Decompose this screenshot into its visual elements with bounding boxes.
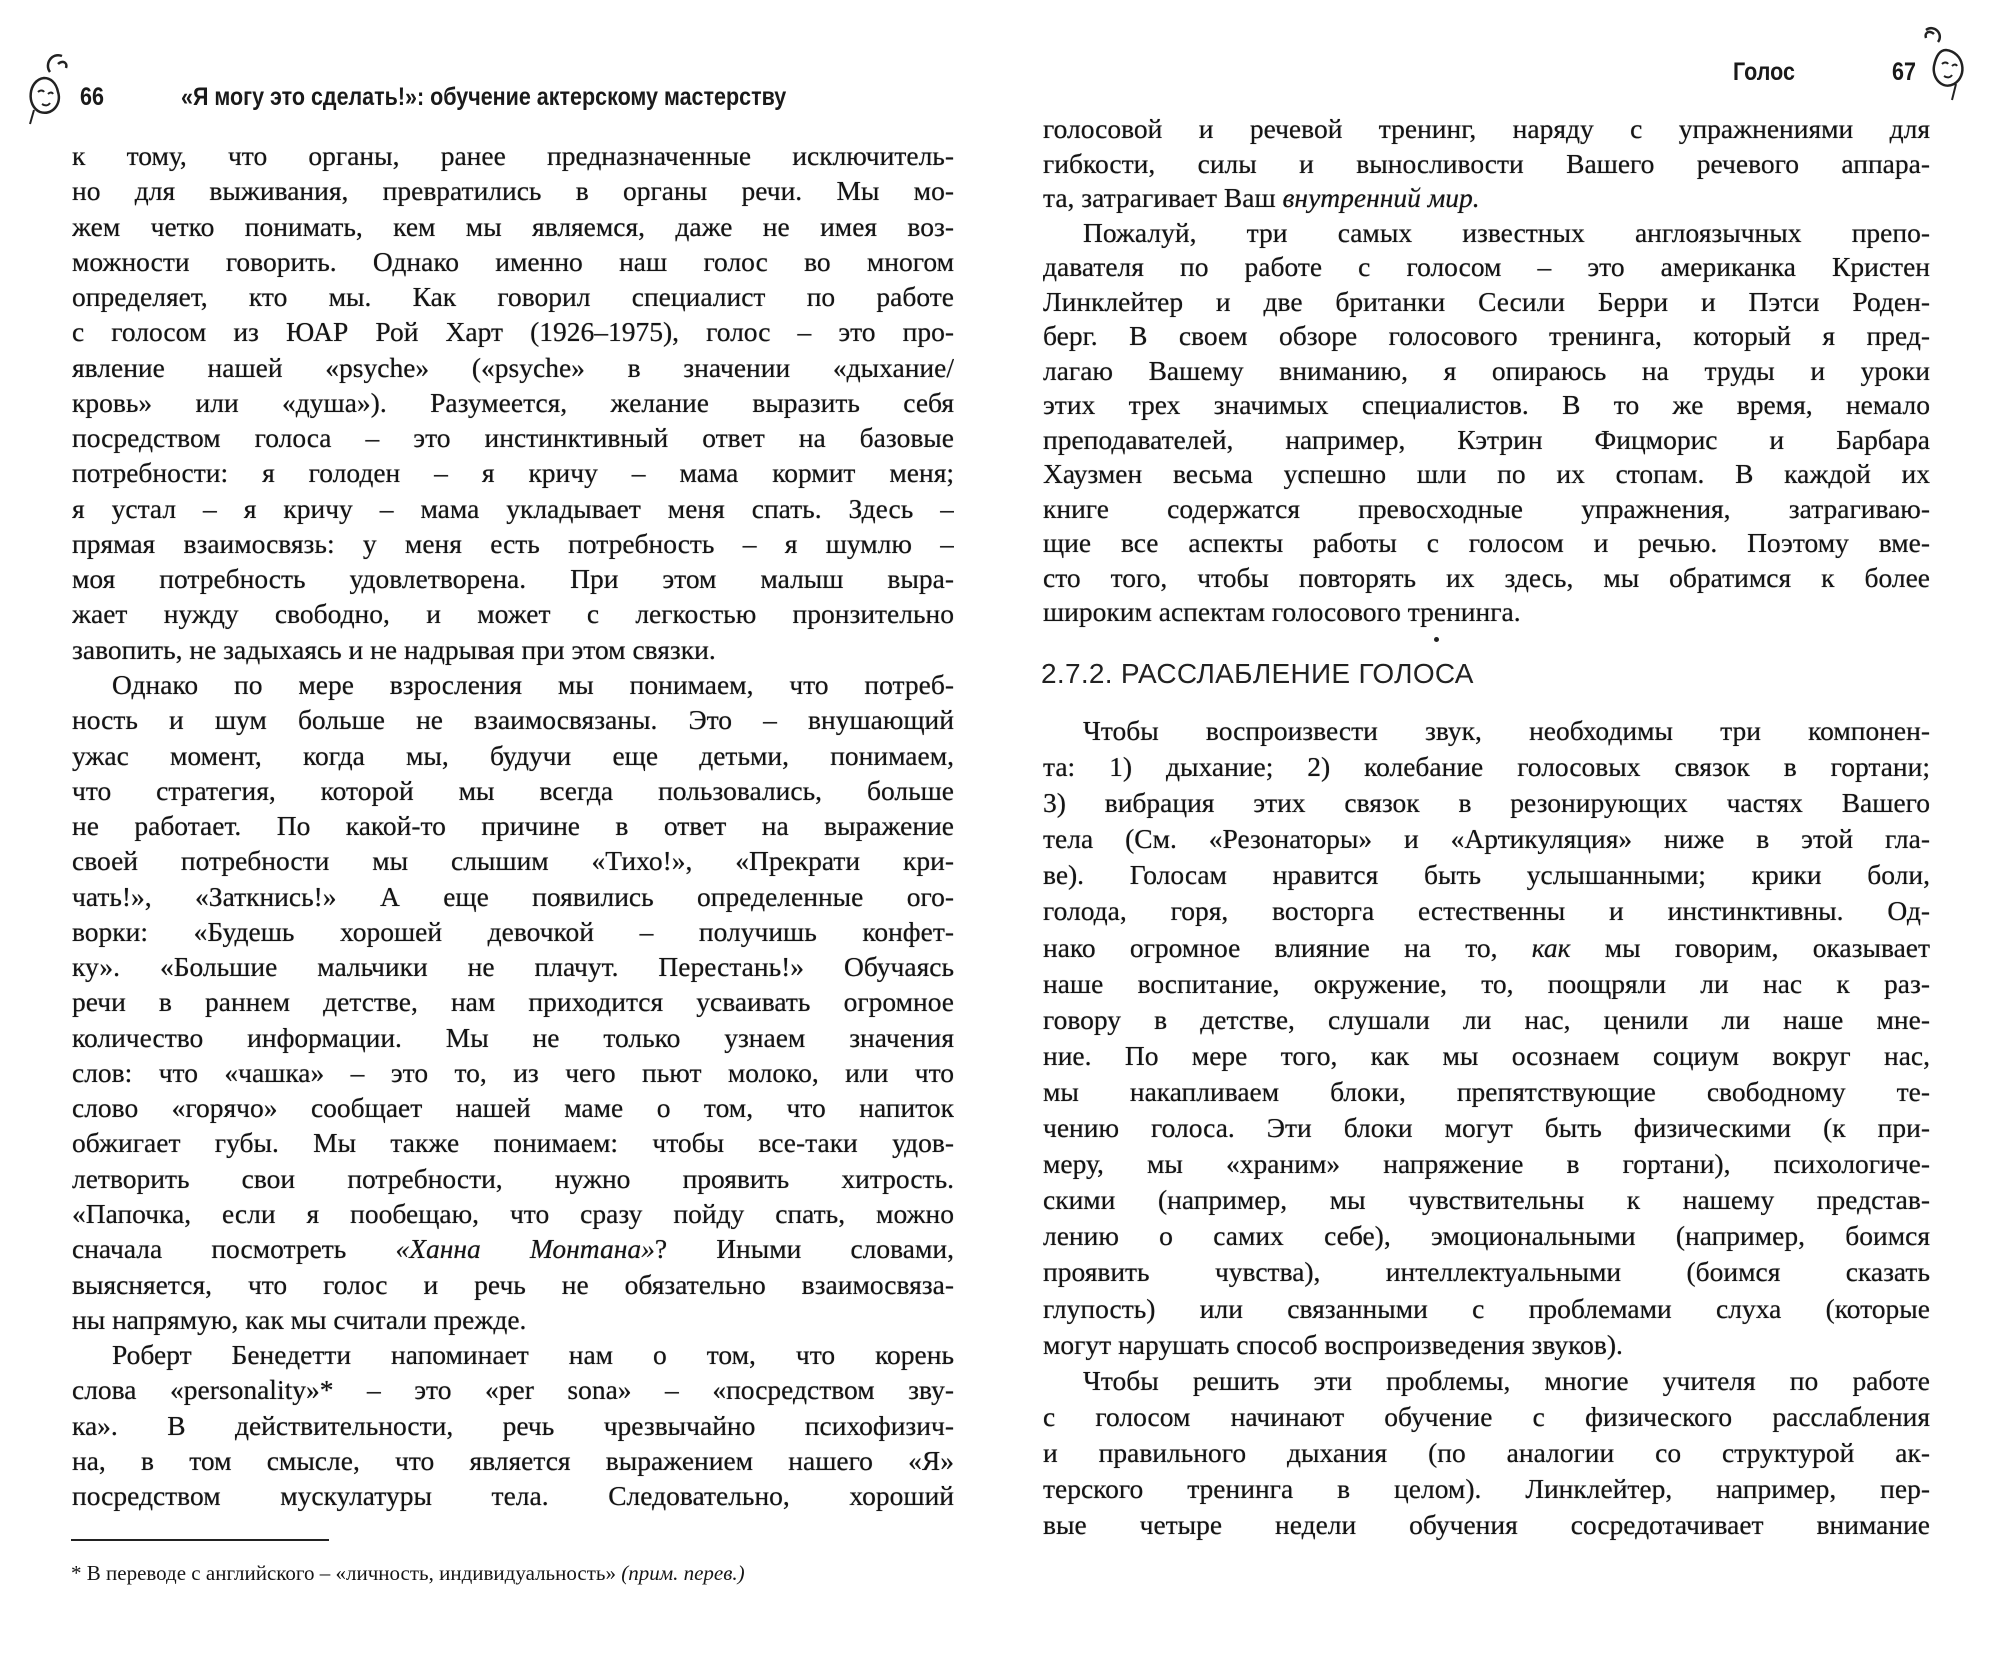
text-line xyxy=(72,1443,954,1478)
footnote xyxy=(71,1561,745,1586)
text-line xyxy=(72,1090,954,1125)
text: вые четыре недели обучения сосредотачивает внимание xyxy=(1043,1509,1930,1541)
text-line xyxy=(72,173,954,208)
text-line xyxy=(72,1337,954,1372)
text-line xyxy=(1043,181,1930,216)
text: давателя по работе с голосом – это американка Кристен xyxy=(1043,251,1930,282)
footnote-note: (прим. перев.) xyxy=(621,1561,745,1585)
text: выясняется, что голос и речь не обязательно взаимосвяза- xyxy=(72,1268,954,1300)
text-line xyxy=(1043,147,1930,182)
text: Пожалуй, три самых известных англоязычных препо- xyxy=(1083,216,1930,248)
mask-ornament-icon xyxy=(22,50,84,126)
text: голосовой и речевой тренинг, наряду с упражнениями для xyxy=(1043,113,1930,144)
paragraph xyxy=(1043,713,1930,1363)
text-line xyxy=(1043,250,1930,285)
text-line xyxy=(1043,713,1930,749)
text: могут нарушать способ воспроизведения звуков). xyxy=(1043,1328,1623,1360)
text: слов: что «чашка» – это то, из чего пьют молоко, или что xyxy=(72,1056,954,1088)
text: та: 1) дыхание; 2) колебание голосовых связок в гортани; xyxy=(1043,751,1930,783)
text-line xyxy=(72,1267,954,1302)
text: жает нужду свободно, и может с легкостью пронзительно xyxy=(72,598,954,630)
text: нако огромное влияние на то, xyxy=(1043,931,1532,963)
text: берг. В своем обзоре голосового тренинга, который я пред- xyxy=(1043,320,1930,351)
text-line xyxy=(1043,1182,1930,1218)
text-line xyxy=(1043,112,1930,147)
text: кровь» или «душа»). Разумеется, желание выразить себя xyxy=(72,386,954,418)
text-line xyxy=(72,455,954,490)
text-line xyxy=(1043,1146,1930,1182)
text: ность и шум больше не взаимосвязаны. Это – внушающий xyxy=(72,704,954,736)
text: преподавателей, например, Кэтрин Фицморис и Барбара xyxy=(1043,423,1930,455)
text-line xyxy=(1043,285,1930,320)
text-line xyxy=(72,279,954,314)
text-line xyxy=(72,209,954,244)
text: что стратегия, которой мы всегда пользовались, больше xyxy=(72,774,954,806)
text: обжигает губы. Мы также понимаем: чтобы все-таки удов- xyxy=(72,1127,954,1159)
text: Хаузмен весьма успешно шли по их стопам. В каждой их xyxy=(1043,458,1930,489)
text: определяет, кто мы. Как говорил специалист по работе xyxy=(72,281,954,313)
text: ужас момент, когда мы, будучи еще детьми, понимаем, xyxy=(72,739,954,771)
text: посредством голоса – это инстинктивный ответ на базовые xyxy=(72,422,954,454)
text: меру, мы «храним» напряжение в гортани), психологиче- xyxy=(1043,1148,1930,1180)
text-line xyxy=(72,1020,954,1055)
text-line xyxy=(1043,930,1930,966)
text: посредством мускулатуры тела. Следовательно, хороший xyxy=(72,1480,954,1512)
text-line xyxy=(1043,1435,1930,1471)
text-line xyxy=(72,879,954,914)
text: я устал – я кричу – мама укладывает меня спать. Здесь – xyxy=(72,492,954,524)
text-line xyxy=(1043,1218,1930,1254)
italic-text: внутренний мир. xyxy=(1282,182,1480,213)
footnote-text: * В переводе с английского – «личность, индивидуальность» xyxy=(71,1561,622,1585)
text-line xyxy=(1043,749,1930,785)
text: сто того, чтобы повторять их здесь, мы обратимся к более xyxy=(1043,561,1930,593)
text-line xyxy=(1043,1291,1930,1327)
text: книге содержатся превосходные упражнения, затрагиваю- xyxy=(1043,492,1930,524)
text: количество информации. Мы не только узнаем значения xyxy=(72,1021,954,1053)
text-line xyxy=(1043,893,1930,929)
text-line xyxy=(1043,1002,1930,1038)
paragraph xyxy=(1043,112,1930,216)
paragraph xyxy=(72,138,954,667)
text-line xyxy=(72,949,954,984)
text: ние. По мере того, как мы осознаем социум вокруг нас, xyxy=(1043,1039,1930,1071)
text: жем четко понимать, кем мы являемся, даже не имея воз- xyxy=(72,210,954,242)
text: терского тренинга в целом). Линклейтер, например, пер- xyxy=(1043,1472,1930,1504)
text: и правильного дыхания (по аналогии со структурой ак- xyxy=(1043,1436,1930,1468)
text-line xyxy=(1043,966,1930,1002)
text-line xyxy=(1043,785,1930,821)
text-line xyxy=(1043,1254,1930,1290)
text-line xyxy=(1043,1074,1930,1110)
text: слово «горячо» сообщает нашей маме о том, что напиток xyxy=(72,1092,954,1124)
text: щие все аспекты работы с голосом и речью. Поэтому вме- xyxy=(1043,527,1930,558)
text: Роберт Бенедетти напоминает нам о том, что корень xyxy=(112,1339,954,1371)
text-line xyxy=(72,596,954,631)
page-number-left: 66 xyxy=(80,83,104,111)
footnote-divider xyxy=(71,1539,329,1541)
text: та, затрагивает Ваш xyxy=(1043,182,1283,213)
paragraph xyxy=(72,667,954,1337)
text-line xyxy=(1043,1363,1930,1399)
text-line xyxy=(72,561,954,596)
text-line xyxy=(72,1055,954,1090)
text-line xyxy=(72,350,954,385)
text: чению голоса. Эти блоки могут быть физическими (к при- xyxy=(1043,1112,1930,1144)
text-line xyxy=(72,702,954,737)
text: Чтобы решить эти проблемы, многие учителя по работе xyxy=(1083,1364,1930,1396)
text: лению о самих себе), эмоциональными (например, боимся xyxy=(1043,1220,1930,1252)
text-line xyxy=(72,1302,954,1337)
text: мы говорим, оказывает xyxy=(1570,931,1930,963)
text: этих трех значимых специалистов. В то же время, немало xyxy=(1043,389,1930,420)
text-line xyxy=(72,1372,954,1407)
text-line xyxy=(72,1125,954,1160)
text-line xyxy=(1043,821,1930,857)
text-line xyxy=(1043,216,1930,251)
text: глупость) или связанными с проблемами слуха (которые xyxy=(1043,1292,1930,1324)
italic-text: «Ханна Монтана» xyxy=(395,1233,655,1265)
text-line xyxy=(1043,492,1930,527)
text: чать!», «Заткнись!» А еще появились определенные ого- xyxy=(72,880,954,912)
text-line xyxy=(72,244,954,279)
text-line xyxy=(1043,1399,1930,1435)
text: завопить, не задыхаясь и не надрывая при этом связки. xyxy=(72,633,716,665)
text-line xyxy=(72,1478,954,1513)
text: Однако по мере взросления мы понимаем, что потреб- xyxy=(112,668,954,700)
text: голода, горя, восторга естественны и инстинктивны. Од- xyxy=(1043,895,1930,927)
paragraph xyxy=(1043,1363,1930,1543)
text-line xyxy=(1043,1327,1930,1363)
text: но для выживания, превратились в органы речи. Мы мо- xyxy=(72,175,954,207)
paragraph xyxy=(1043,216,1930,630)
text: ворки: «Будешь хорошей девочкой – получишь конфет- xyxy=(72,915,954,947)
text-line xyxy=(1043,423,1930,458)
text-line xyxy=(1043,388,1930,423)
text-line xyxy=(1043,457,1930,492)
text-line xyxy=(72,1161,954,1196)
right-page-body-top xyxy=(1043,112,1930,630)
text-line xyxy=(72,138,954,173)
text: моя потребность удовлетворена. При этом малыш выра- xyxy=(72,563,954,595)
text: с голосом из ЮАР Рой Харт (1926–1975), голос – это про- xyxy=(72,316,954,348)
text-line xyxy=(72,632,954,667)
running-header-right: Голос xyxy=(1733,58,1795,86)
right-page-body-bottom xyxy=(1043,713,1930,1543)
text-line xyxy=(1043,319,1930,354)
text: можности говорить. Однако именно наш голос во многом xyxy=(72,245,954,277)
text-line xyxy=(1043,1038,1930,1074)
text: потребности: я голоден – я кричу – мама кормит меня; xyxy=(72,457,954,489)
text-line xyxy=(72,1196,954,1231)
text-line xyxy=(1043,595,1930,630)
print-speck xyxy=(1434,637,1439,642)
text-line xyxy=(72,491,954,526)
text-line xyxy=(72,843,954,878)
text-line xyxy=(1043,1110,1930,1146)
text-line xyxy=(1043,857,1930,893)
text: «Папочка, если я пообещаю, что сразу пойду спать, можно xyxy=(72,1197,954,1229)
text: слова «personality»* – это «per sona» – «посредством зву- xyxy=(72,1374,954,1406)
left-page-body xyxy=(72,138,954,1513)
text: мы накапливаем блоки, препятствующие свободному те- xyxy=(1043,1075,1930,1107)
section-heading: 2.7.2. РАССЛАБЛЕНИЕ ГОЛОСА xyxy=(1041,658,1474,689)
text: прямая взаимосвязь: у меня есть потребность – я шумлю – xyxy=(72,527,954,559)
text: явление нашей «psyche» («psyche» в значении «дыхание/ xyxy=(72,351,954,383)
text: тела (См. «Резонаторы» и «Артикуляция» ниже в этой гла- xyxy=(1043,823,1930,855)
text-line xyxy=(72,914,954,949)
text-line xyxy=(72,984,954,1019)
text: ку». «Большие мальчики не плачут. Перестань!» Обучаясь xyxy=(72,951,954,983)
text: своей потребности мы слышим «Тихо!», «Прекрати кри- xyxy=(72,845,954,877)
text: ка». В действительности, речь чрезвычайно психофизич- xyxy=(72,1409,954,1441)
paragraph xyxy=(72,1337,954,1513)
text: 3) вибрация этих связок в резонирующих частях Вашего xyxy=(1043,787,1930,819)
text: скими (например, мы чувствительны к нашему представ- xyxy=(1043,1184,1930,1216)
text: ? Иными словами, xyxy=(654,1233,954,1265)
text: ве). Голосам нравится быть услышанными; крики боли, xyxy=(1043,859,1930,891)
text-line xyxy=(72,420,954,455)
text-line xyxy=(1043,526,1930,561)
text: с голосом начинают обучение с физического расслабления xyxy=(1043,1400,1930,1432)
text: к тому, что органы, ранее предназначенные исключитель- xyxy=(72,140,954,171)
text: не работает. По какой-то причине в ответ на выражение xyxy=(72,810,954,842)
text-line xyxy=(1043,1507,1930,1543)
text-line xyxy=(72,738,954,773)
text-line xyxy=(72,808,954,843)
text: Линклейтер и две британки Сесили Берри и Пэтси Роден- xyxy=(1043,285,1930,317)
text: проявить чувства), интеллектуальными (боимся сказать xyxy=(1043,1256,1930,1288)
text: летворить свои потребности, нужно проявить хитрость. xyxy=(72,1162,954,1194)
text-line xyxy=(1043,561,1930,596)
text-line xyxy=(72,667,954,702)
text-line xyxy=(1043,1471,1930,1507)
text-line xyxy=(72,1231,954,1266)
text: говору в детстве, слушали ли нас, ценили ли наше мне- xyxy=(1043,1003,1930,1035)
text: речи в раннем детстве, нам приходится усваивать огромное xyxy=(72,986,954,1018)
text-line xyxy=(72,385,954,420)
page-number-right: 67 xyxy=(1892,58,1916,86)
mask-ornament-icon xyxy=(1912,24,1974,104)
text: наше воспитание, окружение, то, поощряли ли нас к раз- xyxy=(1043,967,1930,999)
text: сначала посмотреть xyxy=(72,1233,396,1265)
text: широким аспектам голосового тренинга. xyxy=(1043,596,1521,627)
italic-text: как xyxy=(1531,931,1571,963)
text: лагаю Вашему вниманию, я опираюсь на труды и уроки xyxy=(1043,354,1930,386)
text: ны напрямую, как мы считали прежде. xyxy=(72,1303,527,1335)
text-line xyxy=(72,526,954,561)
text: Чтобы воспроизвести звук, необходимы три компонен- xyxy=(1083,715,1930,746)
running-header-left: «Я могу это сделать!»: обучение актерскому мастерству xyxy=(181,83,787,111)
text: гибкости, силы и выносливости Вашего речевого аппара- xyxy=(1043,147,1930,179)
text-line xyxy=(1043,354,1930,389)
text-line xyxy=(72,314,954,349)
text-line xyxy=(72,773,954,808)
text: на, в том смысле, что является выражением нашего «Я» xyxy=(72,1444,954,1476)
text-line xyxy=(72,1408,954,1443)
